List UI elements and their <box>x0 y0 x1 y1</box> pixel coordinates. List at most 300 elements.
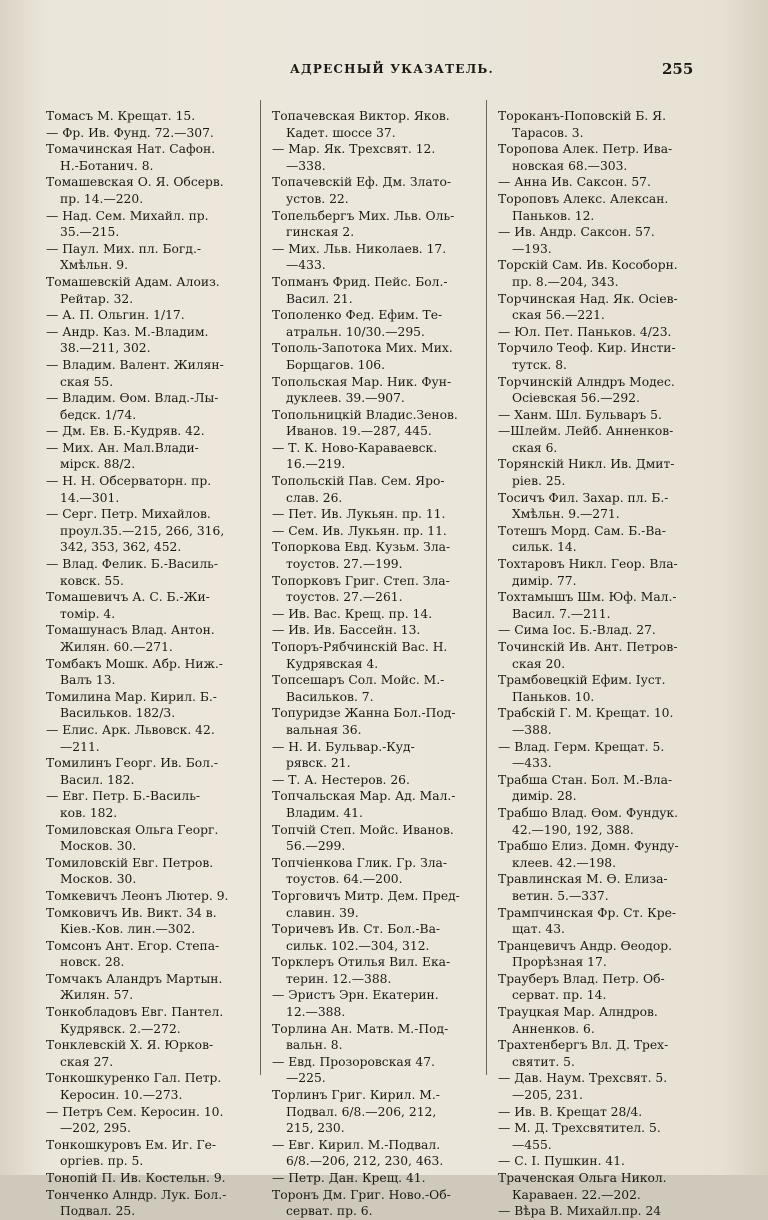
entry-line: Томашунасъ Влад. Антон. <box>46 623 215 638</box>
entry-line: Торчинскій Алндръ Модес. <box>498 374 675 389</box>
entry-continuation-line: —433. <box>286 258 326 273</box>
running-title: АДРЕСНЫЙ УКАЗАТЕЛЬ. <box>290 62 494 76</box>
entry-continuation-line: Осіевская 56.—292. <box>512 391 640 406</box>
entry-line: — Евг. Кирил. М.-Подвал. <box>272 1137 441 1152</box>
entry-line: Тонкобладовъ Евг. Пантел. <box>46 1005 224 1020</box>
entry-line: — Петр. Дан. Крещ. 41. <box>272 1171 426 1185</box>
entry-continuation-line: Васильков. 182/3. <box>60 706 176 721</box>
entry-line: Точинскій Ив. Ант. Петров- <box>498 640 678 654</box>
directory-entry <box>272 1021 472 1054</box>
directory-entry <box>498 938 698 971</box>
entry-line: — Владим. Ѳом. Влад.-Лы- <box>46 391 219 406</box>
directory-entry <box>498 871 698 904</box>
directory-entry <box>498 705 698 738</box>
directory-entry <box>272 473 472 506</box>
entry-line: — Евг. Петр. Б.-Василь- <box>46 789 201 804</box>
entry-line: Торчинская Над. Як. Осіев- <box>498 291 678 306</box>
entry-continuation-line: святит. 5. <box>512 1054 575 1069</box>
entry-continuation-line: терин. 12.—388. <box>286 971 392 986</box>
entry-continuation-line: димір. 77. <box>512 573 577 588</box>
entry-line: —Шлейм. Лейб. Анненков- <box>498 424 674 439</box>
entry-continuation-line: Владим. 41. <box>286 805 363 820</box>
entry-continuation-line: 14.—301. <box>60 490 120 505</box>
entry-continuation-line: ская 55. <box>60 374 114 389</box>
entry-continuation-line: Кудрявск. 2.—272. <box>60 1021 181 1036</box>
directory-entry <box>498 324 698 341</box>
entry-continuation-line: 42.—190, 192, 388. <box>512 822 634 837</box>
entry-line: Томкевичъ Леонъ Лютер. 9. <box>46 888 229 903</box>
entry-continuation-line: устов. 22. <box>286 191 349 206</box>
entry-line: Торянскій Никл. Ив. Дмит- <box>498 457 675 472</box>
directory-entry <box>272 407 472 440</box>
entry-line: Торичевъ Ив. Ст. Бол.-Ва- <box>272 922 441 937</box>
entry-continuation-line: Кудрявская 4. <box>286 656 379 671</box>
directory-entry <box>498 838 698 871</box>
entry-line: — С. І. Пушкин. 41. <box>498 1154 625 1169</box>
directory-entry <box>498 672 698 705</box>
directory-entry <box>498 556 698 589</box>
entry-line: — Мих. Льв. Николаев. 17. <box>272 241 447 256</box>
entry-line: Торлина Ан. Матв. М.-Под- <box>272 1021 449 1036</box>
entry-continuation-line: проул.35.—215, 266, 316, <box>60 523 225 538</box>
directory-entry <box>272 274 472 307</box>
entry-line: — Мих. Ан. Мал.Влади- <box>46 440 199 455</box>
entry-line: — Паул. Мих. пл. Богд.- <box>46 241 202 256</box>
entry-continuation-line: атральн. 10/30.—295. <box>286 324 425 339</box>
entry-continuation-line: пр. 8.—204, 343. <box>512 274 619 289</box>
entry-line: — Влад. Герм. Крещат. 5. <box>498 739 665 754</box>
entry-continuation-line: сильк. 102.—304, 312. <box>286 938 430 953</box>
entry-line: Топоркова Евд. Кузьм. Зла- <box>272 540 451 555</box>
entry-continuation-line: Хмѣльн. 9.—271. <box>512 507 620 522</box>
entry-line: Торлинъ Григ. Кирил. М.- <box>272 1088 440 1103</box>
directory-entry <box>498 257 698 290</box>
entry-continuation-line: мірск. 88/2. <box>60 457 136 472</box>
entry-continuation-line: Васил. 182. <box>60 772 135 787</box>
entry-line: Томчакъ Аландръ Мартын. <box>46 971 223 986</box>
entry-continuation-line: ская 6. <box>512 440 558 455</box>
directory-entry <box>498 1037 698 1070</box>
page-number: 255 <box>662 60 694 78</box>
directory-entry <box>498 224 698 257</box>
directory-entry <box>272 241 472 274</box>
directory-entry <box>46 722 246 755</box>
entry-continuation-line: Караваен. 22.—202. <box>512 1187 641 1202</box>
entry-line: Томашевичъ А. С. Б.-Жи- <box>46 590 210 605</box>
entry-line: Трабша Стан. Бол. М.-Вла- <box>498 772 673 787</box>
entry-line: — Над. Сем. Михайл. пр. <box>46 208 209 223</box>
entry-line: Топольская Мар. Ник. Фун- <box>272 374 452 389</box>
entry-line: Торонъ Дм. Григ. Ново.-Об- <box>272 1187 451 1202</box>
directory-entry <box>272 606 472 623</box>
entry-line: Топоръ-Рябчинскій Вас. Н. <box>272 640 448 654</box>
directory-entry <box>272 739 472 772</box>
directory-entry <box>272 1187 472 1220</box>
entry-continuation-line: ская 27. <box>60 1054 114 1069</box>
entry-line: Топачевскій Еф. Дм. Злато- <box>272 175 452 190</box>
entry-line: — Мар. Як. Трехсвят. 12. <box>272 142 436 157</box>
entry-line: Трауберъ Влад. Петр. Об- <box>498 971 665 986</box>
entry-line: — Фр. Ив. Фунд. 72.—307. <box>46 125 214 140</box>
entry-line: Топуридзе Жанна Бол.-Под- <box>272 706 456 721</box>
directory-entry <box>46 440 246 473</box>
entry-line: — Андр. Каз. М.-Владим. <box>46 324 209 339</box>
entry-continuation-line: ветин. 5.—337. <box>512 888 609 903</box>
directory-entry <box>46 855 246 888</box>
entry-continuation-line: пр. 14.—220. <box>60 191 144 206</box>
entry-line: — Эристъ Эрн. Екатерин. <box>272 988 439 1003</box>
entry-line: Томсонъ Ант. Егор. Степа- <box>46 938 220 953</box>
directory-entry <box>46 938 246 971</box>
entry-continuation-line: вальн. 8. <box>286 1038 343 1053</box>
entry-continuation-line: Иванов. 19.—287, 445. <box>286 424 432 439</box>
directory-entry <box>272 141 472 174</box>
entry-continuation-line: ская 56.—221. <box>512 308 605 323</box>
entry-continuation-line: 38.—211, 302. <box>60 341 151 356</box>
directory-entry <box>498 1120 698 1153</box>
directory-entry <box>498 108 698 141</box>
entry-continuation-line: ріев. 25. <box>512 474 566 489</box>
entry-continuation-line: тоустов. 64.—200. <box>286 872 403 887</box>
entry-continuation-line: Прорѣзная 17. <box>512 955 607 970</box>
directory-entry <box>272 822 472 855</box>
entry-line: — Т. К. Ново-Караваевск. <box>272 440 438 455</box>
entry-line: Трабшо Влад. Ѳом. Фундук. <box>498 805 679 820</box>
entry-line: — Влад. Фелик. Б.-Василь- <box>46 557 218 572</box>
entry-line: — А. П. Ольгин. 1/17. <box>46 308 185 323</box>
entry-continuation-line: Хмѣльн. 9. <box>60 258 128 273</box>
entry-continuation-line: Керосин. 10.—273. <box>60 1088 183 1103</box>
entry-continuation-line: Васильков. 7. <box>286 689 374 704</box>
entry-continuation-line: Подвал. 25. <box>60 1204 136 1219</box>
directory-entry <box>46 1004 246 1037</box>
entry-continuation-line: бедск. 1/74. <box>60 407 137 422</box>
directory-entry <box>272 307 472 340</box>
entry-line: — Дм. Ев. Б.-Кудряв. 42. <box>46 424 205 439</box>
directory-entry <box>46 1037 246 1070</box>
directory-entry <box>498 805 698 838</box>
directory-entry <box>498 1104 698 1121</box>
entry-line: — Пет. Ив. Лукьян. пр. 11. <box>272 507 446 522</box>
entry-continuation-line: Москов. 30. <box>60 872 137 887</box>
entry-continuation-line: Рейтар. 32. <box>60 291 134 306</box>
entry-line: Топачевская Виктор. Яков. <box>272 109 450 123</box>
entry-continuation-line: Кадет. шоссе 37. <box>286 125 396 140</box>
entry-line: — Елис. Арк. Львовск. 42. <box>46 722 215 737</box>
directory-entry <box>498 1004 698 1037</box>
entry-continuation-line: рявск. 21. <box>286 756 351 771</box>
entry-continuation-line: —455. <box>512 1137 552 1152</box>
directory-entry <box>46 556 246 589</box>
entry-continuation-line: гинская 2. <box>286 225 355 240</box>
entry-line: Томбакъ Мошк. Абр. Ниж.- <box>46 656 223 671</box>
directory-entry <box>498 456 698 489</box>
entry-line: — Ив. В. Крещат 28/4. <box>498 1104 643 1119</box>
directory-entry <box>46 1137 246 1170</box>
entry-continuation-line: Кіев.-Ков. лин.—302. <box>60 922 196 937</box>
entry-line: — Владим. Валент. Жилян- <box>46 357 224 372</box>
directory-entry <box>498 423 698 456</box>
directory-entry <box>272 1170 472 1187</box>
entry-continuation-line: Валъ 13. <box>60 673 116 688</box>
directory-entry <box>46 357 246 390</box>
directory-entry <box>46 506 246 556</box>
entry-line: Тороканъ-Поповскій Б. Я. <box>498 109 667 123</box>
entry-line: Тонопій П. Ив. Костельн. 9. <box>46 1171 226 1185</box>
entry-line: Тохтаровъ Никл. Геор. Вла- <box>498 557 678 572</box>
directory-entry <box>272 954 472 987</box>
directory-entry <box>272 987 472 1020</box>
entry-continuation-line: вальная 36. <box>286 722 362 737</box>
directory-entry <box>272 174 472 207</box>
entry-continuation-line: ковск. 55. <box>60 573 124 588</box>
directory-entry <box>498 490 698 523</box>
directory-entry <box>272 539 472 572</box>
entry-continuation-line: Васил. 21. <box>286 291 353 306</box>
directory-entry <box>46 125 246 142</box>
directory-entry <box>46 423 246 440</box>
directory-entry <box>272 921 472 954</box>
directory-entry <box>498 1070 698 1103</box>
entry-line: — Петръ Сем. Керосин. 10. <box>46 1104 224 1119</box>
entry-line: Тосичъ Фил. Захар. пл. Б.- <box>498 490 669 505</box>
directory-entry <box>272 672 472 705</box>
entry-continuation-line: Паньков. 12. <box>512 208 595 223</box>
entry-line: Тонченко Алндр. Лук. Бол.- <box>46 1187 227 1202</box>
entry-line: Трахтенбергъ Вл. Д. Трех- <box>498 1038 669 1053</box>
entry-continuation-line: 215, 230. <box>286 1121 345 1136</box>
entry-continuation-line: томір. 4. <box>60 606 116 621</box>
entry-line: Топельбергъ Мих. Льв. Оль- <box>272 208 455 223</box>
directory-entry <box>498 1153 698 1170</box>
directory-entry <box>498 739 698 772</box>
entry-continuation-line: сильк. 14. <box>512 540 577 555</box>
directory-entry <box>498 1203 698 1220</box>
directory-entry <box>46 390 246 423</box>
entry-continuation-line: Анненков. 6. <box>512 1021 595 1036</box>
entry-line: — Н. И. Бульвар.-Куд- <box>272 739 415 754</box>
directory-entry <box>272 440 472 473</box>
entry-continuation-line: Жилян. 60.—271. <box>60 640 173 654</box>
entry-continuation-line: ков. 182. <box>60 805 118 820</box>
directory-entry <box>272 1137 472 1170</box>
entry-line: Томашевская О. Я. Обсерв. <box>46 175 224 190</box>
directory-entry <box>498 971 698 1004</box>
entry-line: — Серг. Петр. Михайлов. <box>46 507 211 522</box>
entry-continuation-line: Паньков. 10. <box>512 689 595 704</box>
entry-line: — Т. А. Нестеров. 26. <box>272 772 410 787</box>
entry-continuation-line: димір. 28. <box>512 789 577 804</box>
entry-line: Томиловская Ольга Георг. <box>46 822 219 837</box>
directory-entry <box>272 1054 472 1087</box>
directory-entry <box>498 374 698 407</box>
entry-line: Томачинская Нат. Сафон. <box>46 142 216 157</box>
directory-entry <box>46 1187 246 1220</box>
entry-line: — Юл. Пет. Паньков. 4/23. <box>498 324 672 339</box>
entry-continuation-line: —211. <box>60 739 100 754</box>
entry-line: — Вѣра В. Михайл.пр. 24 <box>498 1204 662 1219</box>
entry-line: — Ханм. Шл. Бульваръ 5. <box>498 407 662 422</box>
entry-continuation-line: —225. <box>286 1071 326 1086</box>
entry-line: Трабскій Г. М. Крещат. 10. <box>498 706 674 721</box>
entry-line: Траченская Ольга Никол. <box>498 1171 667 1185</box>
entry-line: Травлинская М. Ѳ. Елиза- <box>498 872 668 887</box>
entry-line: Трабшо Елиз. Домн. Фунду- <box>498 839 679 854</box>
entry-line: Трауцкая Мар. Алндров. <box>498 1005 658 1020</box>
column-divider <box>260 100 261 1075</box>
entry-line: Томилинъ Георг. Ив. Бол.- <box>46 756 219 771</box>
entry-line: Топольницкій Владис.Зенов. <box>272 407 458 422</box>
entry-line: Томковичъ Ив. Викт. 34 в. <box>46 905 217 920</box>
entry-continuation-line: слав. 26. <box>286 490 343 505</box>
entry-continuation-line: 16.—219. <box>286 457 346 472</box>
entry-line: Топчіенкова Глик. Гр. Зла- <box>272 855 448 870</box>
directory-entry <box>272 855 472 888</box>
column-3 <box>498 108 698 1220</box>
entry-line: Трампчинская Фр. Ст. Кре- <box>498 905 677 920</box>
directory-entry <box>272 622 472 639</box>
directory-entry <box>46 689 246 722</box>
entry-continuation-line: —202, 295. <box>60 1121 131 1136</box>
entry-continuation-line: —433. <box>512 756 552 771</box>
entry-continuation-line: клеев. 42.—198. <box>512 855 617 870</box>
entry-line: — Сима Іос. Б.-Влад. 27. <box>498 623 656 638</box>
entry-continuation-line: Тарасов. 3. <box>512 125 584 140</box>
entry-continuation-line: 35.—215. <box>60 225 120 240</box>
entry-continuation-line: новская 68.—303. <box>512 158 628 173</box>
column-2 <box>272 108 472 1220</box>
column-1 <box>46 108 246 1220</box>
entry-continuation-line: тоустов. 27.—199. <box>286 557 403 572</box>
directory-entry <box>46 307 246 324</box>
directory-entry <box>46 788 246 821</box>
entry-line: Топчальская Мар. Ад. Мал.- <box>272 789 456 804</box>
directory-entry <box>498 905 698 938</box>
entry-continuation-line: 342, 353, 362, 452. <box>60 540 182 555</box>
directory-entry <box>46 108 246 125</box>
directory-entry <box>498 407 698 424</box>
directory-entry <box>46 755 246 788</box>
entry-line: Трамбовецкій Ефим. Іуст. <box>498 673 666 688</box>
directory-entry <box>46 1104 246 1137</box>
directory-entry <box>46 1070 246 1103</box>
entry-line: Тополь-Запотока Мих. Мих. <box>272 341 453 356</box>
entry-line: Топольскій Пав. Сем. Яро- <box>272 474 445 489</box>
entry-line: Транцевичъ Андр. Ѳеодор. <box>498 938 673 953</box>
entry-line: Тополенко Фед. Ефим. Те- <box>272 308 443 323</box>
entry-line: Томашевскій Адам. Алоиз. <box>46 274 220 289</box>
directory-entry <box>46 589 246 622</box>
entry-continuation-line: серват. пр. 14. <box>512 988 607 1003</box>
directory-entry <box>498 622 698 639</box>
entry-line: Томасъ М. Крещат. 15. <box>46 109 196 123</box>
directory-entry <box>272 639 472 672</box>
entry-continuation-line: щат. 43. <box>512 922 565 937</box>
directory-entry <box>498 523 698 556</box>
entry-continuation-line: новск. 28. <box>60 955 125 970</box>
entry-continuation-line: серват. пр. 6. <box>286 1204 373 1219</box>
entry-continuation-line: тоустов. 27.—261. <box>286 590 403 605</box>
entry-continuation-line: —338. <box>286 158 326 173</box>
directory-entry <box>46 141 246 174</box>
directory-entry <box>498 340 698 373</box>
entry-line: — Н. Н. Обсерваторн. пр. <box>46 474 212 489</box>
entry-line: Топчій Степ. Мойс. Иванов. <box>272 822 454 837</box>
directory-entry <box>46 905 246 938</box>
entry-line: Торчило Теоф. Кир. Инсти- <box>498 341 676 356</box>
entry-continuation-line: 56.—299. <box>286 839 346 854</box>
entry-continuation-line: тутск. 8. <box>512 357 567 372</box>
entry-line: Топсешаръ Сол. Мойс. М.- <box>272 673 445 688</box>
entry-line: — Евд. Прозоровская 47. <box>272 1054 435 1069</box>
page-header <box>0 62 768 82</box>
entry-continuation-line: оргіев. пр. 5. <box>60 1154 144 1169</box>
directory-entry <box>272 374 472 407</box>
entry-line: — Анна Ив. Саксон. 57. <box>498 175 651 190</box>
directory-entry <box>498 191 698 224</box>
entry-continuation-line: —193. <box>512 241 552 256</box>
directory-entry <box>498 291 698 324</box>
entry-line: Тонкошкуренко Гал. Петр. <box>46 1071 222 1086</box>
entry-line: — Сем. Ив. Лукьян. пр. 11. <box>272 523 447 538</box>
entry-line: Топманъ Фрид. Пейс. Бол.- <box>272 274 448 289</box>
directory-entry <box>46 174 246 207</box>
directory-entry <box>272 506 472 523</box>
entry-line: — Ив. Андр. Саксон. 57. <box>498 225 655 240</box>
entry-line: — Ив. Ив. Бассейн. 13. <box>272 623 421 638</box>
directory-entry <box>272 208 472 241</box>
directory-entry <box>46 888 246 905</box>
directory-entry <box>46 324 246 357</box>
entry-line: Торклеръ Отилья Вил. Ека- <box>272 955 451 970</box>
directory-entry <box>46 241 246 274</box>
directory-entry <box>46 208 246 241</box>
entry-line: Торопова Алек. Петр. Ива- <box>498 142 673 157</box>
directory-entry <box>272 340 472 373</box>
directory-entry <box>272 573 472 606</box>
directory-entry <box>272 108 472 141</box>
directory-entry <box>498 772 698 805</box>
entry-continuation-line: ская 20. <box>512 656 566 671</box>
entry-line: — М. Д. Трехсвятител. 5. <box>498 1121 661 1136</box>
directory-entry <box>46 274 246 307</box>
entry-continuation-line: славин. 39. <box>286 905 359 920</box>
directory-entry <box>498 589 698 622</box>
directory-entry <box>46 473 246 506</box>
entry-continuation-line: Н.-Ботанич. 8. <box>60 158 154 173</box>
entry-line: — Ив. Вас. Крещ. пр. 14. <box>272 606 433 621</box>
directory-entry <box>272 888 472 921</box>
directory-entry <box>46 822 246 855</box>
directory-entry <box>46 971 246 1004</box>
entry-line: Торскій Сам. Ив. Кособорн. <box>498 258 678 273</box>
entry-line: Томилина Мар. Кирил. Б.- <box>46 689 217 704</box>
directory-entry <box>46 1170 246 1187</box>
column-divider <box>486 100 487 1075</box>
entry-continuation-line: дуклеев. 39.—907. <box>286 391 405 406</box>
directory-entry <box>272 788 472 821</box>
entry-line: Топорковъ Григ. Степ. Зла- <box>272 573 450 588</box>
entry-continuation-line: Васил. 7.—211. <box>512 606 611 621</box>
directory-entry <box>46 656 246 689</box>
entry-continuation-line: Подвал. 6/8.—206, 212, <box>286 1104 437 1119</box>
entry-continuation-line: 12.—388. <box>286 1005 346 1020</box>
directory-entry <box>272 1087 472 1137</box>
directory-entry <box>498 174 698 191</box>
directory-entry <box>272 523 472 540</box>
entry-line: Тонкошкуровъ Ем. Иг. Ге- <box>46 1137 217 1152</box>
entry-line: — Дав. Наум. Трехсвят. 5. <box>498 1071 668 1086</box>
